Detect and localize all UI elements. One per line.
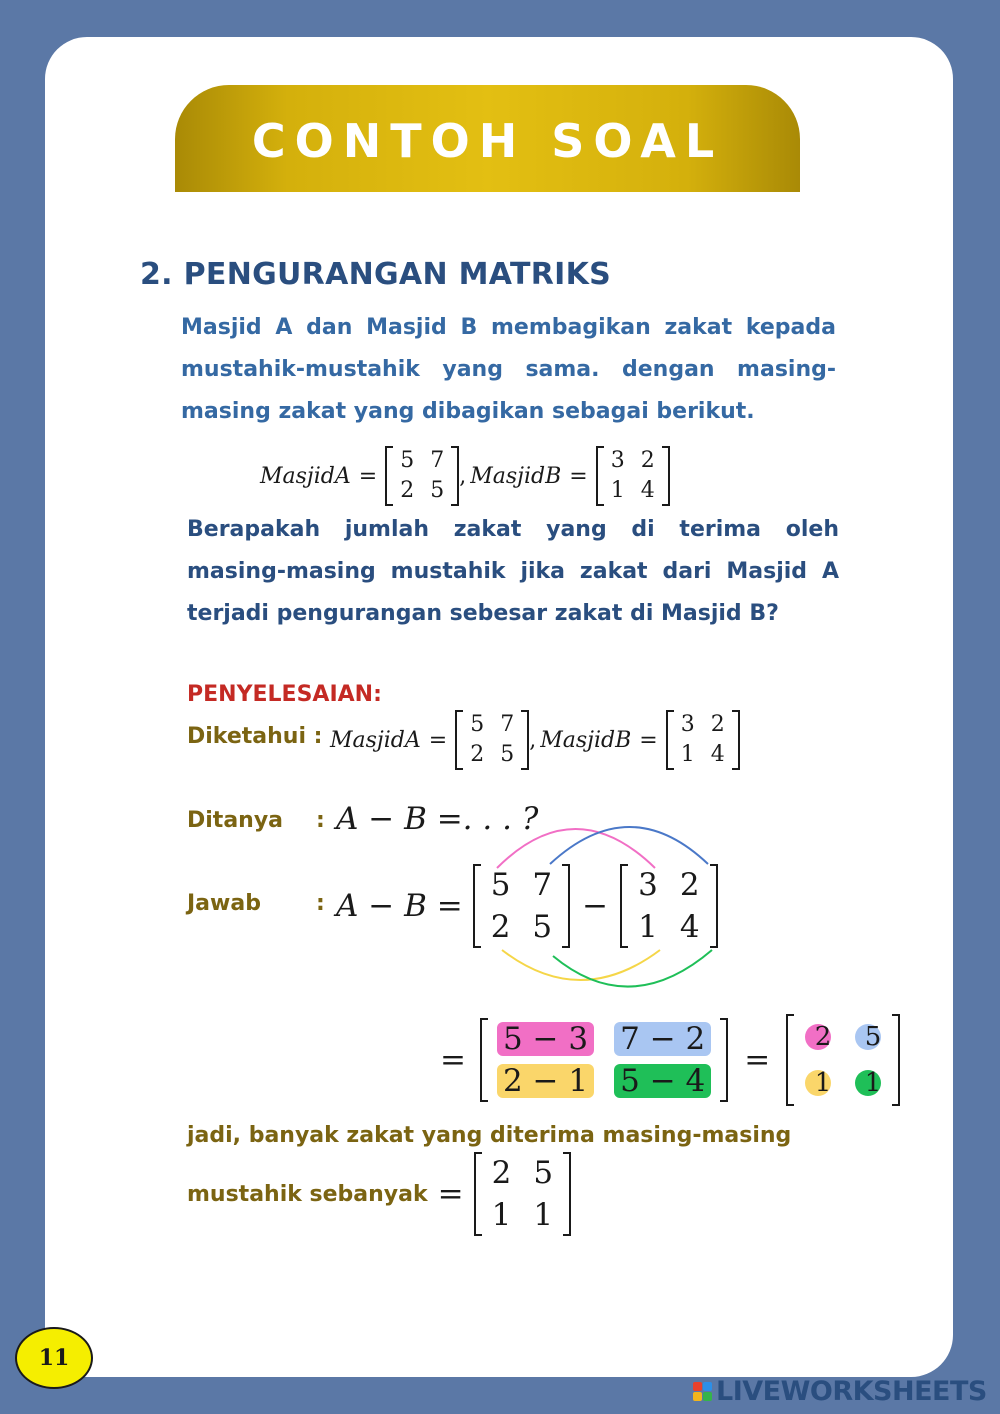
question-paragraph: Berapakah jumlah zakat yang di terima oleh masing-masing mustahik jika zakat dari Masjid A terjadi pengurangan sebesar zakat di Masjid B? (187, 517, 839, 626)
matrix-cell: 7 (532, 867, 553, 903)
solution-title: PENYELESAIAN: (187, 682, 382, 707)
matrix-cell: 1 (680, 742, 695, 767)
banner-title: CONTOH SOAL (251, 113, 724, 168)
matrix-cell: 5 (490, 867, 511, 903)
matrix-cell: 4 (640, 478, 655, 503)
result-cell-green: 1 (855, 1070, 881, 1096)
known-label: Diketahui : (187, 724, 323, 749)
matrix-cell: 3 (680, 712, 695, 737)
brand-name: LIVEWORKSHEETS (716, 1375, 987, 1407)
step-cell-green: 5 − 4 (614, 1064, 711, 1098)
matrix-cell: 1 (638, 909, 658, 945)
matrix-cell: 2 (710, 712, 725, 737)
page-number: 11 (38, 1345, 70, 1371)
matrix-cell: 1 (533, 1197, 554, 1233)
result-matrix (786, 1014, 900, 1106)
asked-colon: : (316, 808, 325, 833)
matrix-cell: 2 (470, 742, 485, 767)
equals-sign: = (358, 463, 378, 489)
matrix-cell: 5 (400, 448, 415, 473)
liveworksheets-logo-icon (693, 1382, 712, 1401)
matrix-cell: 5 (533, 1155, 554, 1191)
matrix-cell: 2 (490, 909, 511, 945)
equals-sign: = (744, 1042, 771, 1078)
matrix-cell: 5 (470, 712, 485, 737)
step-expression (440, 1014, 900, 1106)
label-masjid-b: MasjidB (540, 727, 632, 753)
matrix-cell: 2 (491, 1155, 512, 1191)
equals-sign: = (639, 727, 658, 753)
result-cell-pink: 2 (805, 1024, 831, 1050)
matrix-cell: 5 (500, 742, 515, 767)
liveworksheets-brand[interactable] (693, 1376, 987, 1406)
label-masjid-a: MasjidA (330, 727, 421, 753)
comma: , (459, 463, 467, 489)
step-matrix (480, 1018, 728, 1102)
matrix-cell: 2 (679, 867, 700, 903)
matrix-cell: 2 (640, 448, 655, 473)
matrix-cell: 4 (710, 742, 725, 767)
step-cell-blue: 7 − 2 (614, 1022, 711, 1056)
matrix-cell: 7 (430, 448, 445, 473)
label-masjid-b: MasjidB (470, 463, 562, 489)
intro-paragraph: Masjid A dan Masjid B membagikan zakat kepada mustahik-mustahik yang sama. dengan masing-masing zakat yang dibagikan sebagai berikut. (181, 315, 836, 424)
equals-sign: = (428, 727, 448, 753)
result-cell-blue: 5 (855, 1024, 881, 1050)
label-masjid-a: MasjidA (260, 463, 351, 489)
answer-label: Jawab (187, 891, 261, 916)
conclusion-expression (187, 1152, 571, 1236)
step-cell-yellow: 2 − 1 (497, 1064, 594, 1098)
matrix-cell: 5 (430, 478, 445, 503)
equals-sign: = (569, 463, 588, 489)
matrix-b-large (620, 864, 717, 948)
answer-expression (336, 864, 718, 948)
answer-colon: : (316, 891, 325, 916)
asked-expression: A − B =. . . ? (336, 801, 539, 837)
matrix-cell: 1 (491, 1197, 512, 1233)
section-heading: 2. PENGURANGAN MATRIKS (140, 257, 612, 292)
step-cell-pink: 5 − 3 (497, 1022, 594, 1056)
asked-label: Ditanya (187, 808, 284, 833)
matrix-a-large (473, 864, 570, 948)
page-number-badge (15, 1327, 93, 1389)
equals-sign: = (437, 1176, 464, 1212)
result-cell-yellow: 1 (805, 1070, 831, 1096)
matrix-cell: 3 (638, 867, 658, 903)
matrix-cell: 2 (400, 478, 415, 503)
conclusion-line-2: mustahik sebanyak (187, 1181, 428, 1207)
final-matrix (474, 1152, 571, 1236)
conclusion-line-1: jadi, banyak zakat yang diterima masing-masing (187, 1123, 792, 1148)
matrix-cell: 5 (532, 909, 553, 945)
matrix-cell: 1 (610, 478, 625, 503)
minus-sign: − (582, 888, 609, 924)
matrix-cell: 4 (679, 909, 700, 945)
matrix-cell: 7 (500, 712, 515, 737)
matrix-cell: 3 (610, 448, 625, 473)
answer-lhs: A − B = (336, 888, 463, 924)
comma: , (529, 727, 537, 753)
equals-sign: = (440, 1042, 466, 1078)
